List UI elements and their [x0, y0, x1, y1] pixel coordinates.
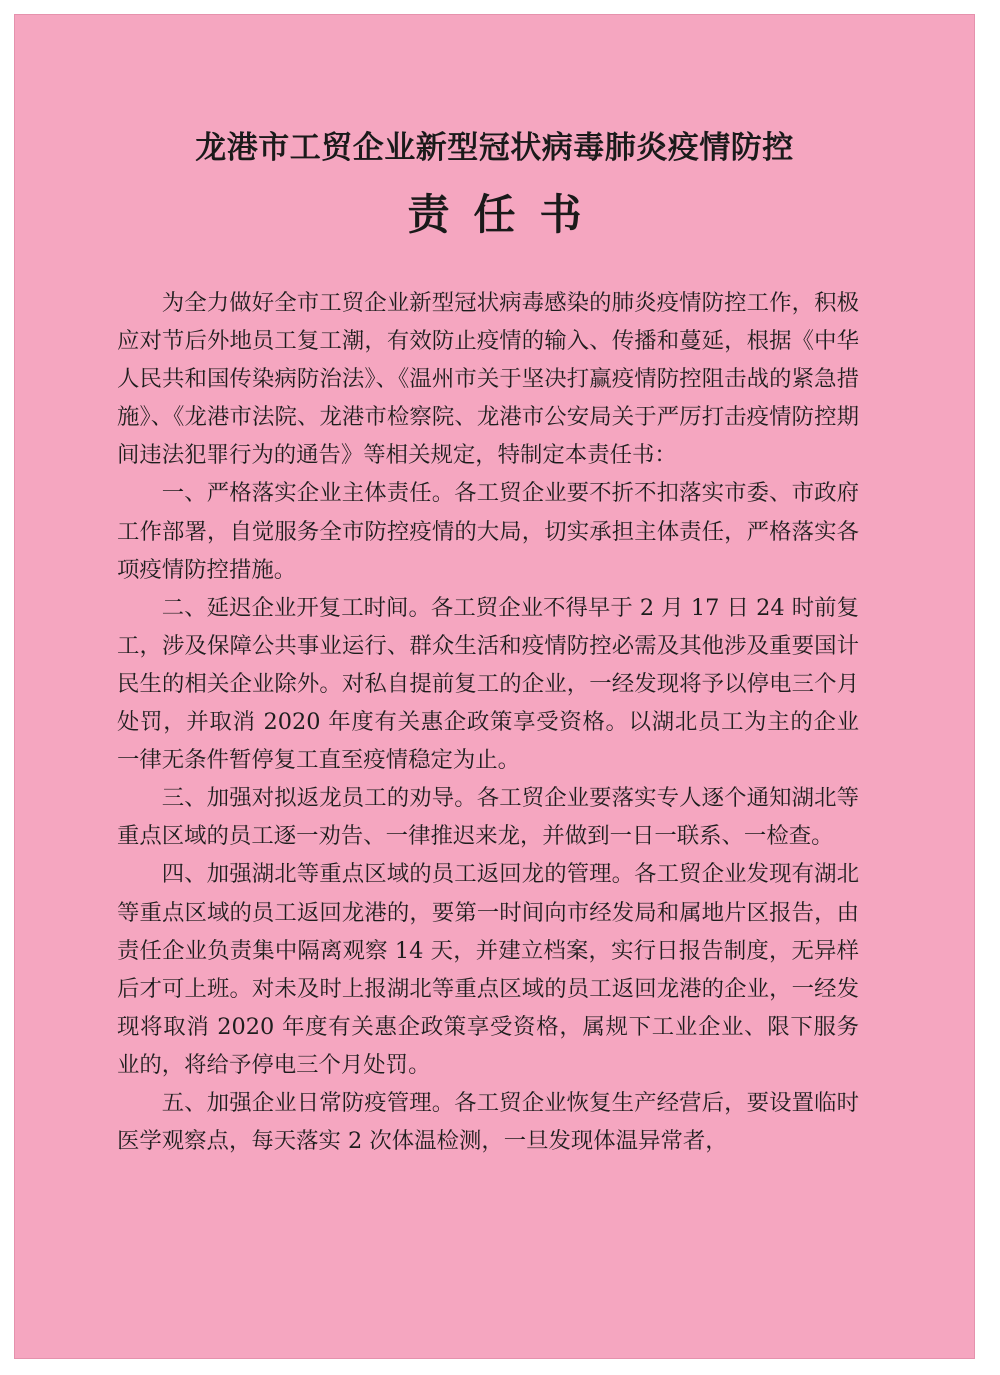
paragraph-item-1: 一、严格落实企业主体责任。各工贸企业要不折不扣落实市委、市政府工作部署，自觉服务全市防控疫情的大局，切实承担主体责任，严格落实各项疫情防控措施。 — [117, 480, 859, 583]
document-subtitle: 责任书 — [407, 190, 606, 239]
paragraph-item-4: 四、加强湖北等重点区域的员工返回龙的管理。各工贸企业发现有湖北等重点区域的员工返回龙港的，要第一时间向市经发局和属地片区报告，由责任企业负责集中隔离观察 14 天，并建立档案，实行日报告制度，无异样后才可上班。对未及时上报湖北等重点区域的员工返回龙港的企业，一经发现将取消 2020 年度有关惠企政策享受资格，属规下工业企业、限下服务业的，将给予停电三个月处罚。 — [117, 861, 859, 1078]
paragraph-item-5: 五、加强企业日常防疫管理。各工贸企业恢复生产经营后，要设置临时医学观察点，每天落实 2 次体温检测，一旦发现体温异常者， — [117, 1089, 859, 1155]
paragraph-item-3: 三、加强对拟返龙员工的劝导。各工贸企业要落实专人逐个通知湖北等重点区域的员工逐一劝告、一律推迟来龙，并做到一日一联系、一检查。 — [117, 785, 859, 850]
document-title: 龙港市工贸企业新型冠状病毒肺炎疫情防控 — [195, 130, 794, 166]
document-page — [14, 14, 975, 1359]
document-body — [117, 284, 859, 1160]
paragraph-item-2: 二、延迟企业开复工时间。各工贸企业不得早于 2 月 17 日 24 时前复工，涉及保障公共事业运行、群众生活和疫情防控必需及其他涉及重要国计民生的相关企业除外。对私自提前复工的企业，一经发现将予以停电三个月处罚，并取消 2020 年度有关惠企政策享受资格。以湖北员工为主的企业一律无条件暂停复工直至疫情稳定为止。 — [117, 594, 859, 774]
paragraph-intro: 为全力做好全市工贸企业新型冠状病毒感染的肺炎疫情防控工作，积极应对节后外地员工复工潮，有效防止疫情的输入、传播和蔓延，根据《中华人民共和国传染病防治法》、《温州市关于坚决打赢疫情防控阻击战的紧急措施》、《龙港市法院、龙港市检察院、龙港市公安局关于严厉打击疫情防控期间违法犯罪行为的通告》等相关规定，特制定本责任书： — [117, 290, 859, 469]
